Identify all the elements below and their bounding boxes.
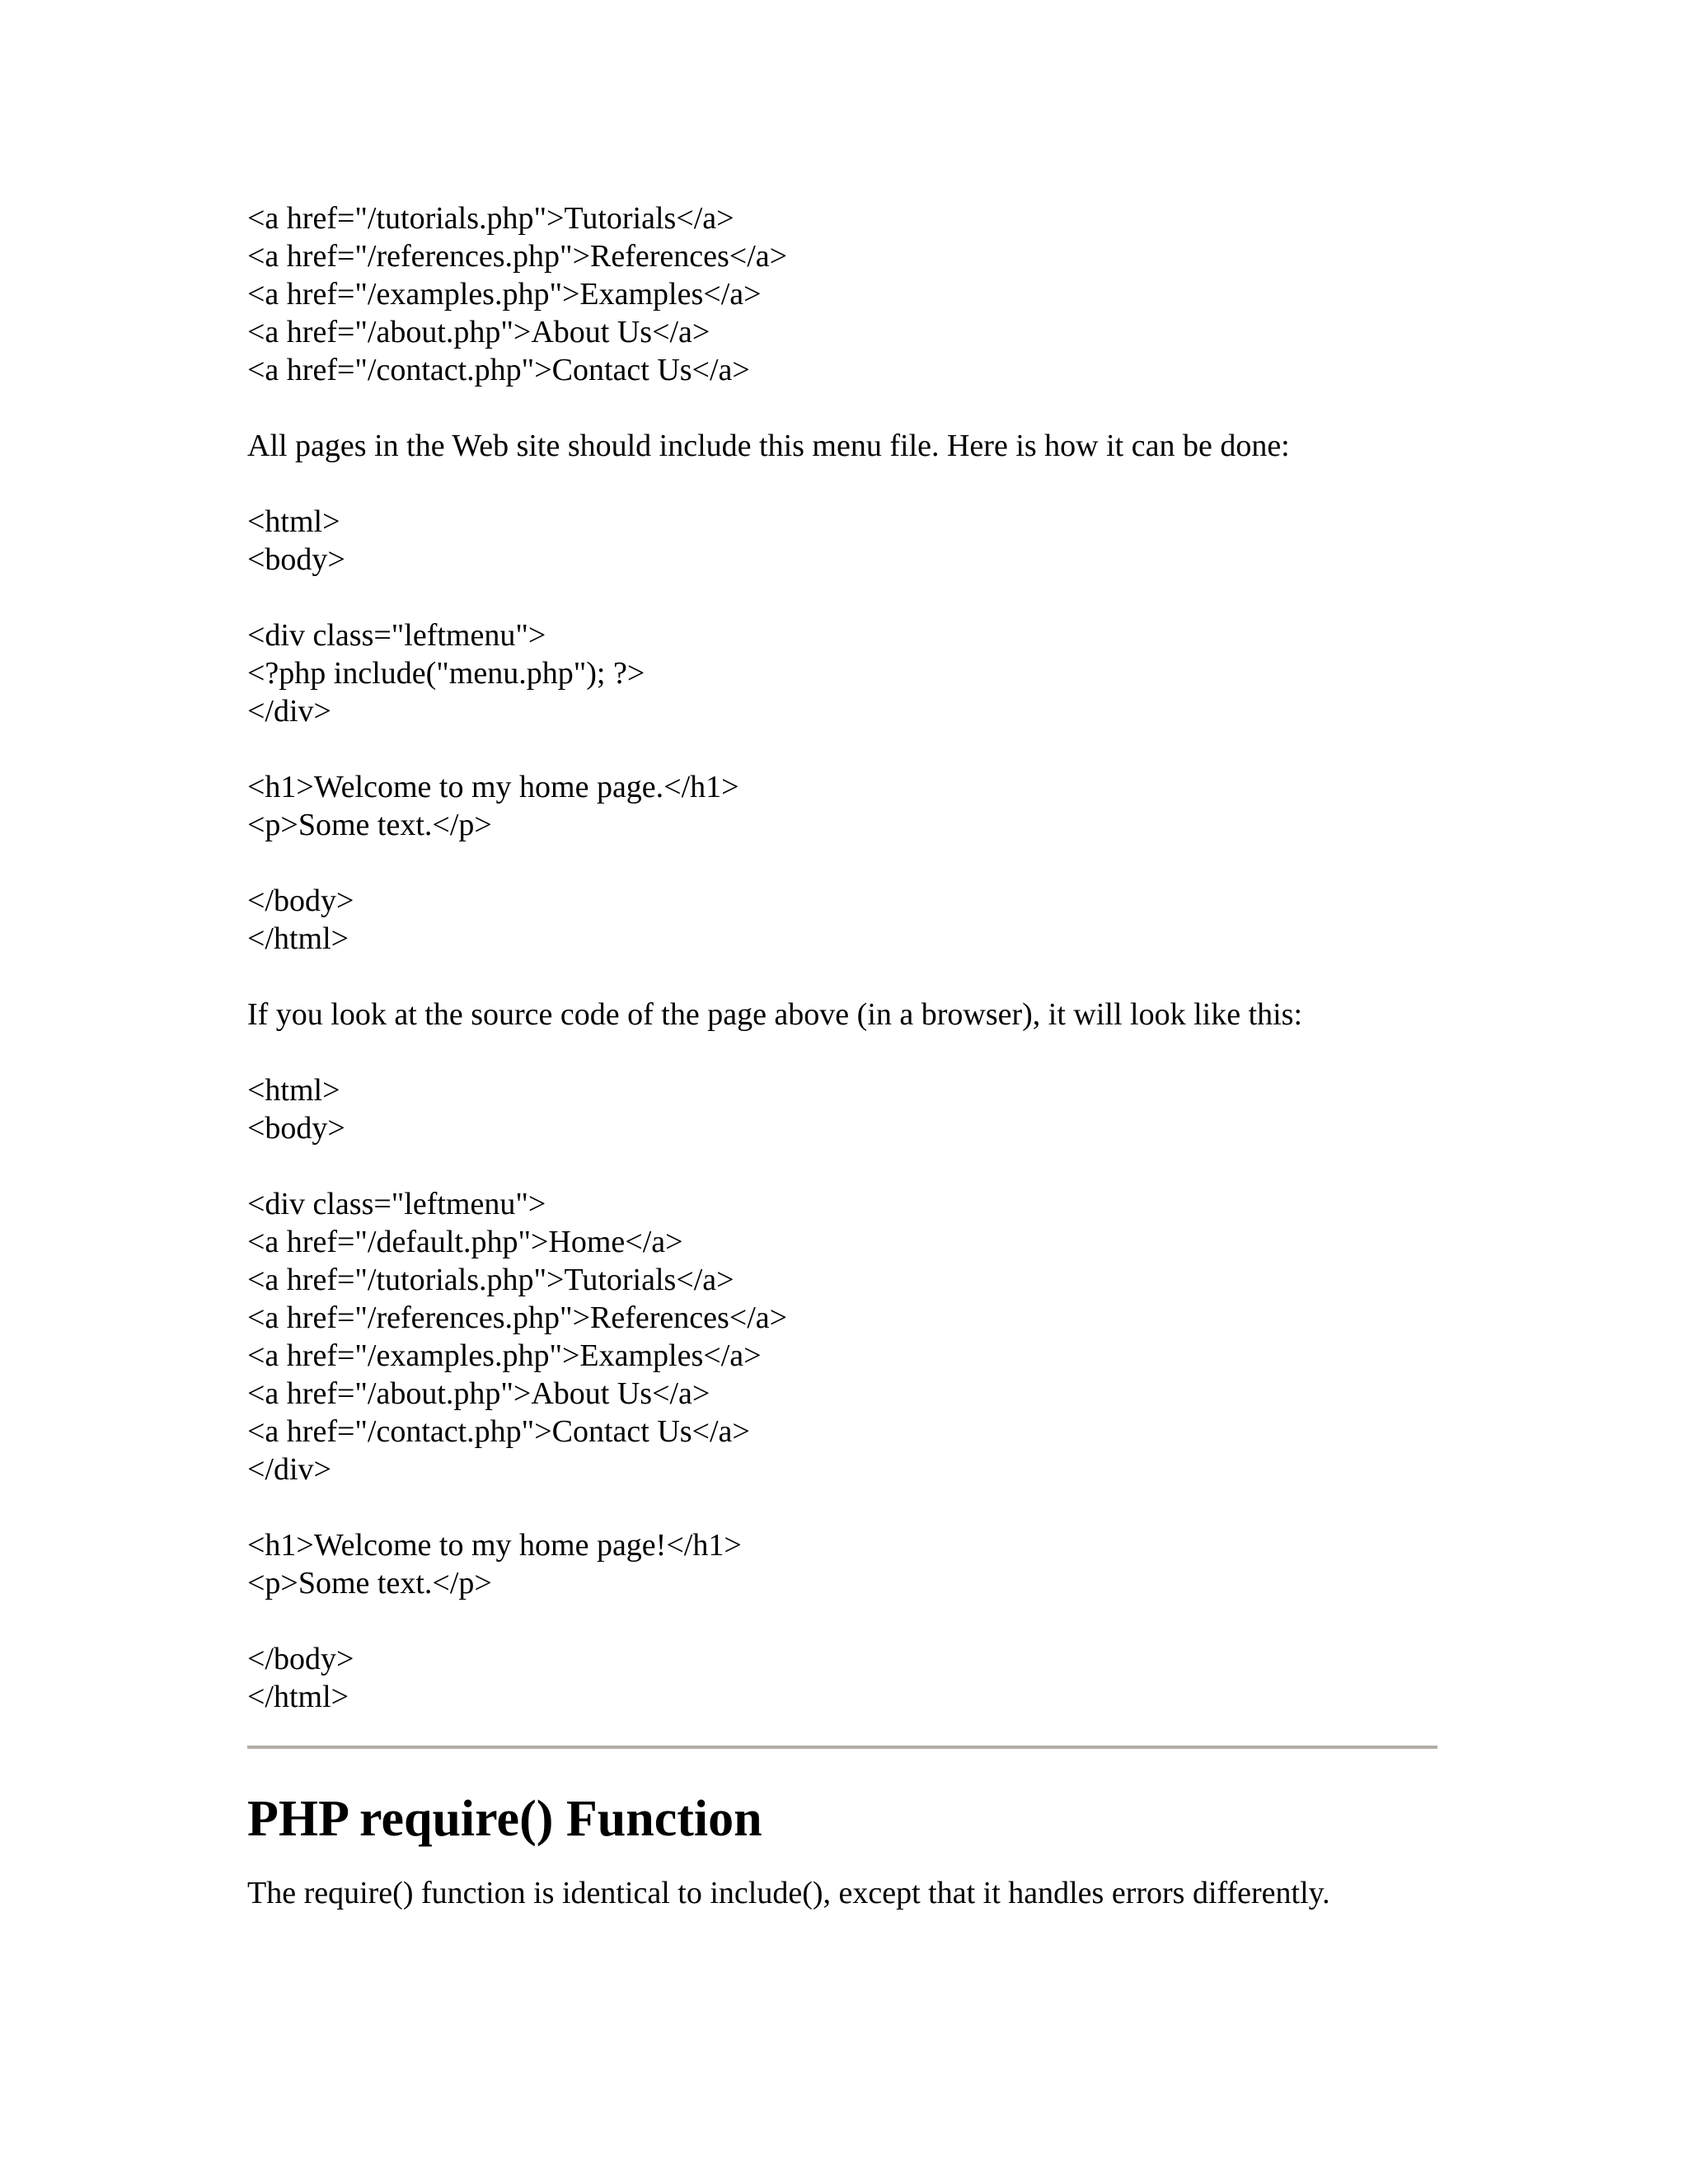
code-line: <h1>Welcome to my home page!</h1>: [247, 1528, 742, 1563]
code-line: <a href="/default.php">Home</a>: [247, 1225, 683, 1259]
code-line: <a href="/examples.php">Examples</a>: [247, 277, 762, 312]
paragraph-source-intro: If you look at the source code of the page above (in a browser), it will look like this:: [247, 997, 1303, 1032]
code-line: <a href="/contact.php">Contact Us</a>: [247, 1414, 750, 1449]
code-line: <p>Some text.</p>: [247, 1566, 492, 1601]
code-line: </div>: [247, 1452, 331, 1487]
code-line: <a href="/examples.php">Examples</a>: [247, 1338, 762, 1373]
code-line: <div class="leftmenu">: [247, 1187, 546, 1221]
paragraph-include-intro: All pages in the Web site should include this menu file. Here is how it can be done:: [247, 429, 1290, 463]
include-example-code: [247, 503, 1442, 958]
paragraph-require-description: The require() function is identical to include(), except that it handles errors differently.: [247, 1876, 1330, 1910]
code-line: <div class="leftmenu">: [247, 618, 546, 653]
code-line: </html>: [247, 1680, 349, 1714]
menu-code-block: [247, 199, 1442, 389]
code-line: </body>: [247, 1642, 354, 1676]
code-line: <html>: [247, 504, 340, 539]
code-line: <body>: [247, 542, 345, 577]
code-line: <a href="/about.php">About Us</a>: [247, 1376, 710, 1411]
rendered-source-code: [247, 1071, 1442, 1716]
code-line: <a href="/contact.php">Contact Us</a>: [247, 353, 750, 387]
code-line: <?php include("menu.php"); ?>: [247, 656, 645, 691]
code-line: </body>: [247, 883, 354, 918]
code-line: <h1>Welcome to my home page.</h1>: [247, 770, 739, 804]
code-line: </html>: [247, 921, 349, 956]
code-line: </div>: [247, 694, 331, 729]
code-line: <a href="/tutorials.php">Tutorials</a>: [247, 201, 734, 236]
code-line: <body>: [247, 1111, 345, 1146]
horizontal-divider: [247, 1746, 1437, 1749]
code-line: <p>Some text.</p>: [247, 808, 492, 842]
code-line: <a href="/references.php">References</a>: [247, 1301, 788, 1335]
code-line: <html>: [247, 1073, 340, 1108]
document-page: [247, 199, 1442, 1912]
code-line: <a href="/references.php">References</a>: [247, 239, 788, 274]
code-line: <a href="/about.php">About Us</a>: [247, 315, 710, 349]
code-line: <a href="/tutorials.php">Tutorials</a>: [247, 1263, 734, 1297]
section-heading: PHP require() Function: [247, 1791, 762, 1847]
